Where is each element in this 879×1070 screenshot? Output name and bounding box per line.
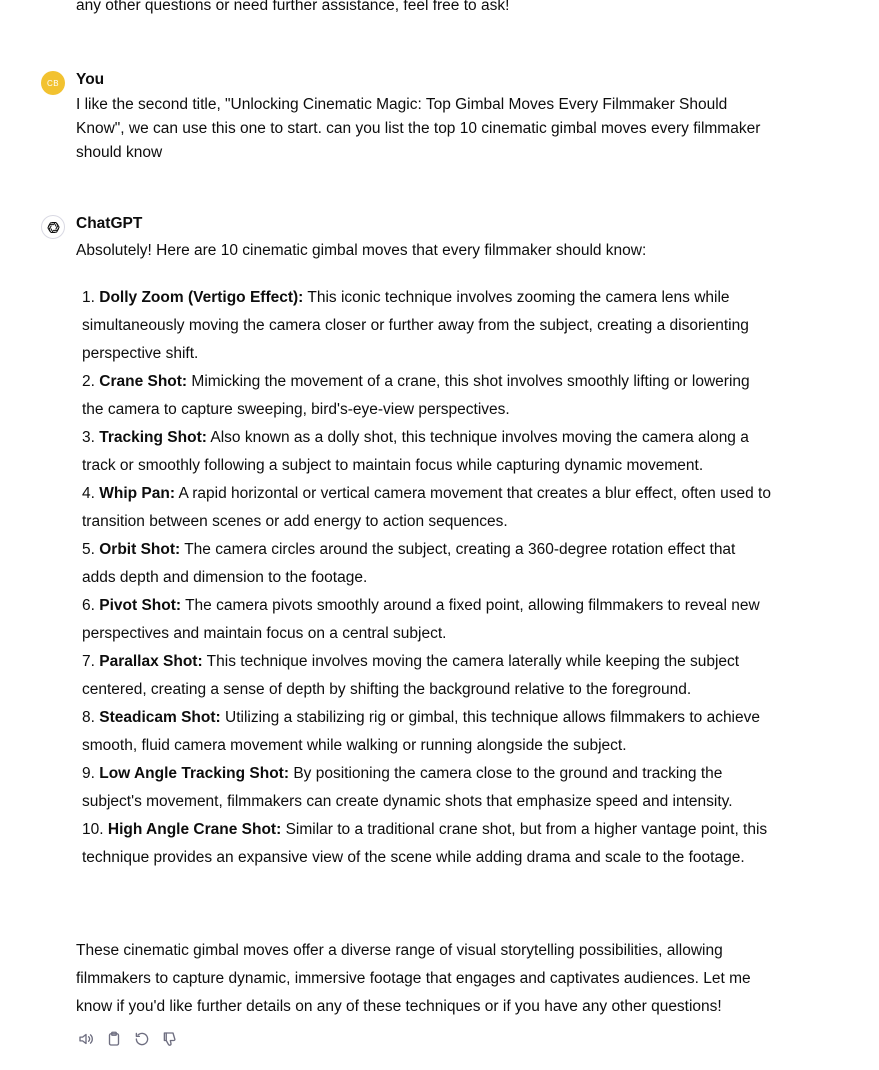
list-item: [82, 284, 772, 368]
list-item-term: Low Angle Tracking Shot:: [99, 765, 289, 782]
list-item-description: The camera pivots smoothly around a fixed point, allowing filmmakers to reveal new perspectives and maintain focus on a central subject.: [82, 597, 760, 642]
list-item-description: Similar to a traditional crane shot, but from a higher vantage point, this technique provides an expansive view of the scene while adding drama and scale to the footage.: [82, 821, 768, 866]
list-item-description: This technique involves moving the camera laterally while keeping the subject centered, creating a sense of depth by shifting the background relative to the foreground.: [82, 653, 740, 698]
list-item-number: 2.: [82, 373, 95, 390]
list-item-number: 7.: [82, 653, 95, 670]
list-item-number: 3.: [82, 429, 95, 446]
list-item-term: Orbit Shot:: [99, 541, 181, 558]
list-item-description: Utilizing a stabilizing rig or gimbal, this technique allows filmmakers to achieve smooth, fluid camera movement while walking or running alongside the subject.: [82, 709, 760, 754]
list-item-term: Tracking Shot:: [99, 429, 207, 446]
previous-message-tail: any other questions or need further assistance, feel free to ask!: [76, 0, 510, 14]
chatgpt-avatar: [41, 215, 65, 239]
list-item: [82, 480, 772, 536]
list-item-number: 4.: [82, 485, 95, 502]
thumbs-down-button[interactable]: [160, 1029, 180, 1049]
read-aloud-button[interactable]: [76, 1029, 96, 1049]
regenerate-button[interactable]: [132, 1029, 152, 1049]
list-item-number: 5.: [82, 541, 95, 558]
list-item: [82, 536, 772, 592]
list-item-number: 10.: [82, 821, 104, 838]
list-item-number: 6.: [82, 597, 95, 614]
assistant-intro-text: Absolutely! Here are 10 cinematic gimbal moves that every filmmaker should know:: [76, 242, 647, 259]
list-item-number: 1.: [82, 289, 95, 306]
list-item: [82, 368, 772, 424]
list-item-term: Crane Shot:: [99, 373, 188, 390]
list-item-description: Mimicking the movement of a crane, this shot involves smoothly lifting or lowering the camera to capture sweeping, bird's-eye-view perspectives.: [82, 373, 750, 418]
gimbal-moves-list: [82, 284, 772, 872]
list-item: [82, 592, 772, 648]
openai-logo-icon: [46, 220, 61, 235]
user-author-name: You: [76, 71, 105, 88]
list-item-term: Steadicam Shot:: [99, 709, 221, 726]
list-item-term: Parallax Shot:: [99, 653, 203, 670]
list-item: [82, 760, 772, 816]
list-item: [82, 704, 772, 760]
list-item: [82, 816, 772, 872]
list-item-description: Also known as a dolly shot, this technique involves moving the camera along a track or smoothly following a subject to maintain focus while capturing dynamic movement.: [82, 429, 749, 474]
list-item-description: A rapid horizontal or vertical camera movement that creates a blur effect, often used to transition between scenes or add energy to action sequences.: [82, 485, 771, 530]
list-item-term: Whip Pan:: [99, 485, 176, 502]
thumbs-down-icon: [161, 1030, 179, 1048]
message-actions: [76, 1029, 180, 1049]
copy-button[interactable]: [104, 1029, 124, 1049]
user-avatar-initials: CB: [46, 78, 60, 88]
user-avatar: [41, 71, 65, 95]
chatgpt-author-name: ChatGPT: [76, 215, 143, 232]
list-item-description: By positioning the camera close to the ground and tracking the subject's movement, filmmakers can create dynamic shots that emphasize speed and intensity.: [82, 765, 733, 810]
list-item-term: Pivot Shot:: [99, 597, 182, 614]
assistant-outro-text: These cinematic gimbal moves offer a diverse range of visual storytelling possibilities, allowing filmmakers to capture dynamic, immersive footage that engages and captivates audiences. Let me know if you'd like further details on any of these techniques or if you have any other questions!: [76, 942, 751, 1015]
list-item: [82, 424, 772, 480]
speaker-icon: [77, 1030, 95, 1048]
list-item-number: 8.: [82, 709, 95, 726]
list-item-number: 9.: [82, 765, 95, 782]
copy-icon: [105, 1030, 123, 1048]
regenerate-icon: [133, 1030, 151, 1048]
list-item-description: The camera circles around the subject, creating a 360-degree rotation effect that adds depth and dimension to the footage.: [82, 541, 736, 586]
list-item-description: This iconic technique involves zooming the camera lens while simultaneously moving the camera closer or further away from the subject, creating a disorienting perspective shift.: [82, 289, 749, 362]
list-item-term: Dolly Zoom (Vertigo Effect):: [99, 289, 304, 306]
user-message-text: I like the second title, "Unlocking Cinematic Magic: Top Gimbal Moves Every Filmmaker Should Know", we can use this one to start. can you list the top 10 cinematic gimbal moves every filmmaker should know: [76, 96, 761, 161]
list-item-term: High Angle Crane Shot:: [107, 821, 282, 838]
list-item: [82, 648, 772, 704]
